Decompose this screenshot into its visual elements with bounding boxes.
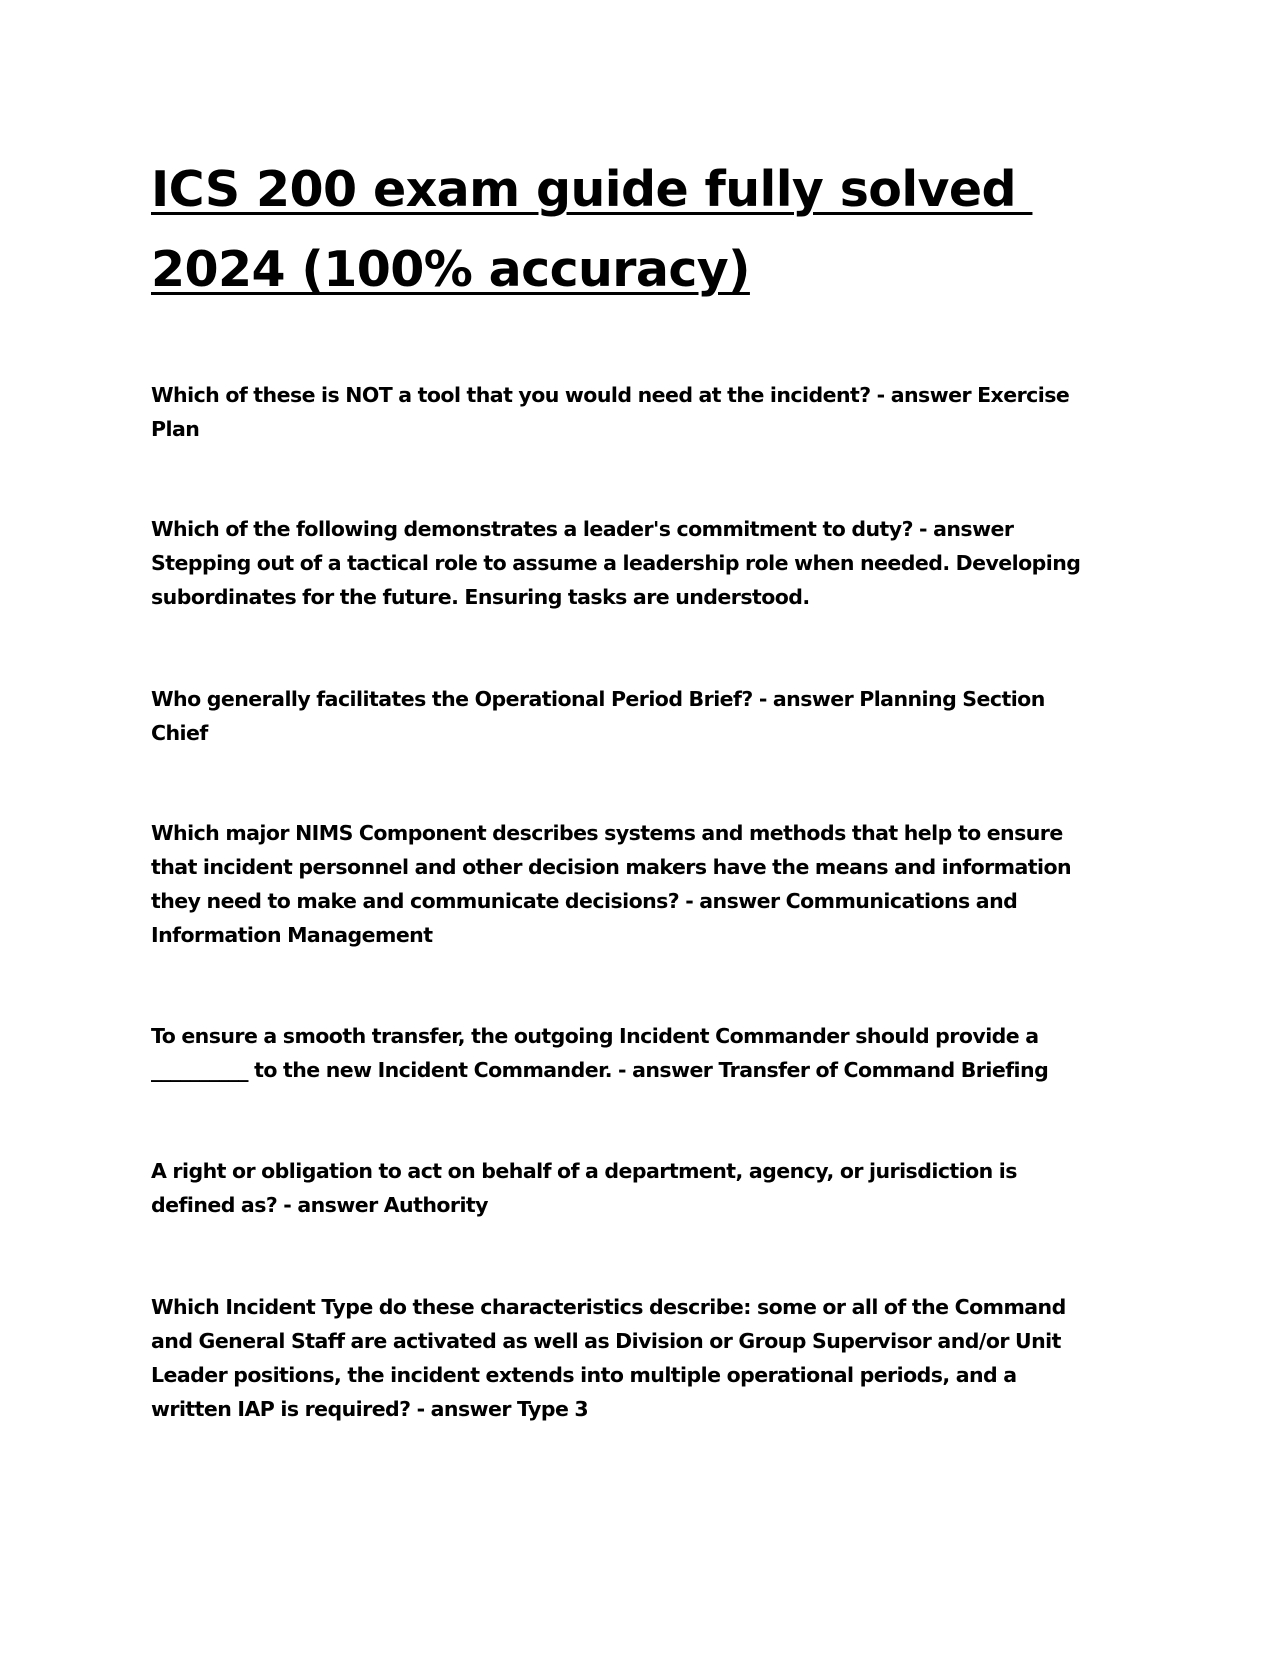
title-line	[151, 150, 1032, 230]
qa-line: Which Incident Type do these characteristics describe: some or all of the Command	[151, 1295, 1066, 1319]
qa-line: A right or obligation to act on behalf of a department, agency, or jurisdiction is	[151, 1159, 1017, 1183]
title-line-text: 2024 (100% accuracy)	[151, 241, 750, 298]
qa-line: Who generally facilitates the Operational Period Brief? - answer Planning Section	[151, 687, 1045, 711]
qa-line: and General Staff are activated as well as Division or Group Supervisor and/or Unit	[151, 1329, 1061, 1353]
qa-line: they need to make and communicate decisions? - answer Communications and	[151, 889, 1018, 913]
qa-line: __________ to the new Incident Commander. - answer Transfer of Command Briefing	[151, 1058, 1049, 1082]
qa-line: Which of the following demonstrates a leader's commitment to duty? - answer	[151, 517, 1014, 541]
qa-line: Which major NIMS Component describes systems and methods that help to ensure	[151, 821, 1063, 845]
qa-item-3	[151, 682, 1045, 750]
qa-line: Chief	[151, 721, 208, 745]
qa-item-5	[151, 1019, 1048, 1087]
title-line-text: ICS 200 exam guide fully solved	[151, 161, 1033, 218]
title-line	[151, 230, 1032, 310]
qa-item-6	[151, 1154, 1017, 1222]
qa-line: defined as? - answer Authority	[151, 1193, 488, 1217]
qa-line: Which of these is NOT a tool that you would need at the incident? - answer Exercise	[151, 383, 1070, 407]
qa-item-7	[151, 1290, 1066, 1426]
qa-line: Plan	[151, 417, 200, 441]
qa-line: Stepping out of a tactical role to assume a leadership role when needed. Developing	[151, 551, 1081, 575]
qa-line: To ensure a smooth transfer, the outgoing Incident Commander should provide a	[151, 1024, 1039, 1048]
qa-item-2	[151, 512, 1080, 614]
qa-item-4	[151, 816, 1071, 952]
qa-line: Information Management	[151, 923, 433, 947]
qa-line: subordinates for the future. Ensuring tasks are understood.	[151, 585, 810, 609]
document-title	[151, 150, 1032, 310]
qa-line: Leader positions, the incident extends into multiple operational periods, and a	[151, 1363, 1017, 1387]
qa-line: written IAP is required? - answer Type 3	[151, 1397, 589, 1421]
qa-line: that incident personnel and other decision makers have the means and information	[151, 855, 1072, 879]
qa-item-1	[151, 378, 1069, 446]
